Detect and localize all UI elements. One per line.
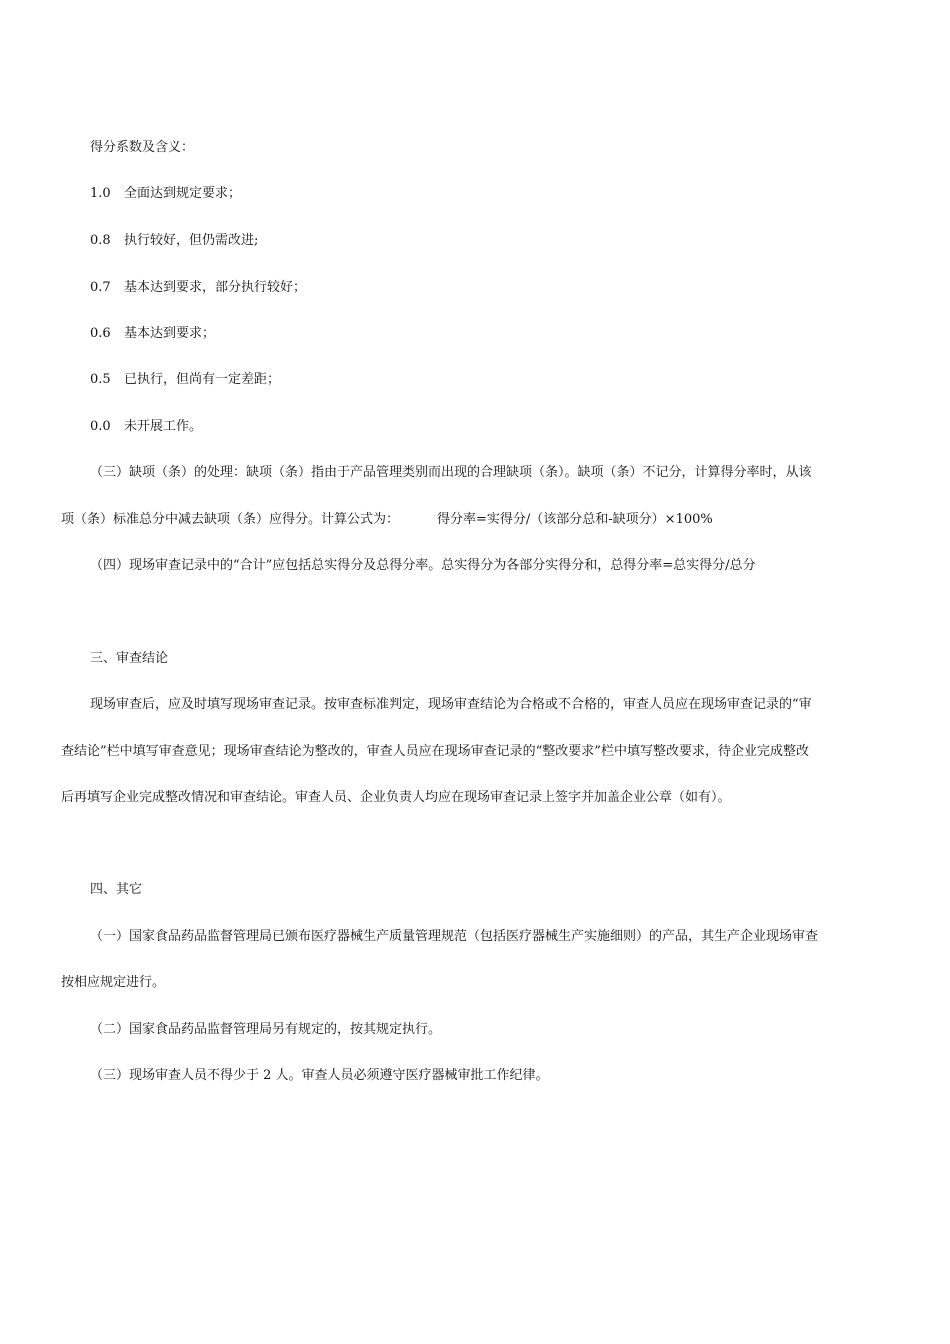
score-item [90, 419, 202, 435]
section4-item1-cont: 按相应规定进行。 [61, 975, 166, 990]
section3-heading: 三、审查结论 [90, 651, 169, 666]
formula-intro: 项（条）标准总分中减去缺项（条）应得分。计算公式为： [61, 512, 400, 527]
score-meaning: 基本达到要求； [124, 326, 216, 341]
score-value: 1.0 [90, 186, 111, 201]
section4-item1: （一）国家食品药品监督管理局已颁布医疗器械生产质量管理规范（包括医疗器械生产实施细则）的产品，其生产企业现场审查 [90, 929, 819, 944]
section4-heading: 四、其它 [90, 882, 143, 897]
score-value: 0.0 [90, 419, 111, 434]
score-meaning: 已执行，但尚有一定差距； [124, 372, 281, 387]
score-meaning: 全面达到规定要求； [124, 186, 242, 201]
section3-paragraph: 现场审查后，应及时填写现场审查记录。按审查标准判定，现场审查结论为合格或不合格的，审查人员应在现场审查记录的“审 [90, 697, 812, 712]
score-heading: 得分系数及含义： [90, 140, 195, 155]
score-meaning: 执行较好，但仍需改进; [124, 233, 259, 248]
score-item [90, 326, 215, 342]
section3-paragraph-cont: 后再填写企业完成整改情况和审查结论。审查人员、企业负责人均应在现场审查记录上签字并加盖企业公章（如有）。 [61, 790, 731, 805]
score-item [90, 372, 280, 388]
score-value: 0.7 [90, 280, 111, 295]
score-rate-formula: 得分率=实得分/（该部分总和-缺项分）×100% [437, 512, 713, 527]
missing-item-paragraph-cont [61, 512, 713, 528]
score-item [90, 280, 306, 296]
section4-item2: （二）国家食品药品监督管理局另有规定的，按其规定执行。 [90, 1022, 442, 1037]
score-item [90, 233, 258, 249]
score-meaning: 基本达到要求，部分执行较好； [124, 280, 307, 295]
score-value: 0.8 [90, 233, 111, 248]
missing-item-paragraph: （三）缺项（条）的处理：缺项（条）指由于产品管理类别而出现的合理缺项（条）。缺项（条）不记分，计算得分率时，从该 [90, 465, 812, 480]
section4-item3: （三）现场审查人员不得少于 2 人。审查人员必须遵守医疗器械审批工作纪律。 [90, 1068, 549, 1083]
score-meaning: 未开展工作。 [124, 419, 203, 434]
total-paragraph: （四）现场审查记录中的“合计”应包括总实得分及总得分率。总实得分为各部分实得分和，总得分率=总实得分/总分 [90, 558, 756, 573]
score-value: 0.6 [90, 326, 111, 341]
score-value: 0.5 [90, 372, 111, 387]
section3-paragraph-cont: 查结论”栏中填写审查意见；现场审查结论为整改的，审查人员应在现场审查记录的“整改要求”栏中填写整改要求，待企业完成整改 [61, 744, 809, 759]
score-item [90, 186, 241, 202]
